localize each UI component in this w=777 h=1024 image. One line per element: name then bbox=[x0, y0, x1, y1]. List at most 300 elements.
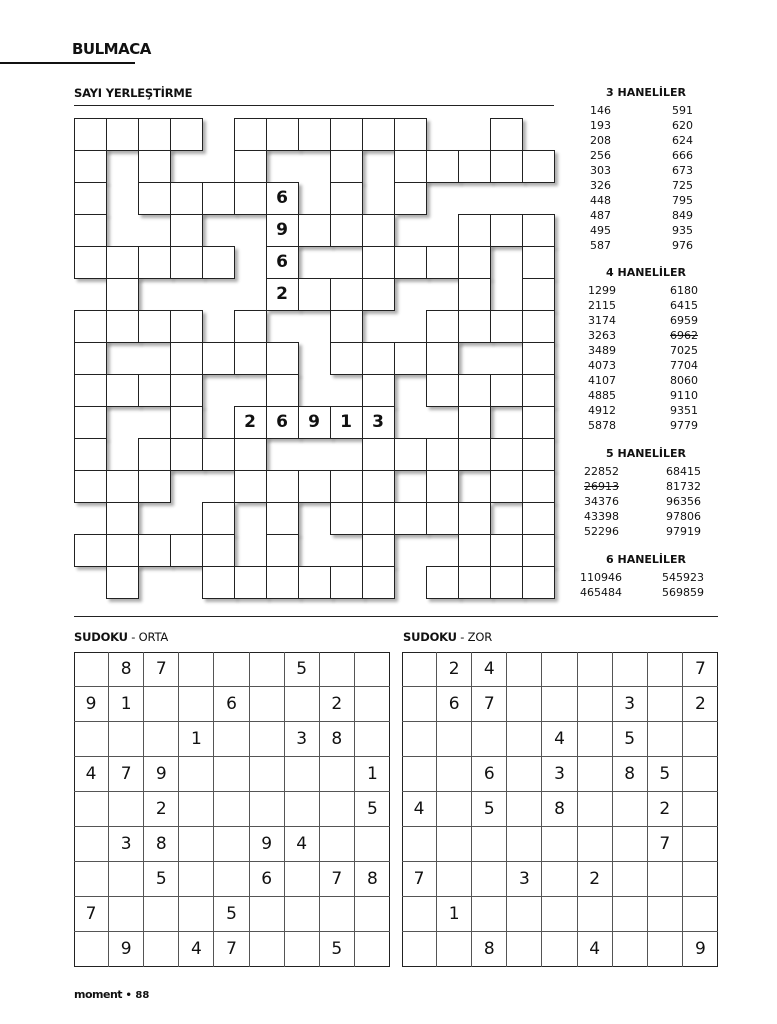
sudoku-cell[interactable]: 8 bbox=[542, 792, 577, 827]
fillin-cell[interactable] bbox=[522, 406, 555, 439]
fillin-cell[interactable] bbox=[490, 566, 523, 599]
sudoku-cell[interactable]: 3 bbox=[613, 687, 648, 722]
fillin-cell[interactable] bbox=[138, 182, 171, 215]
sudoku-cell[interactable] bbox=[683, 792, 718, 827]
sudoku-cell[interactable] bbox=[179, 792, 214, 827]
sudoku-cell[interactable] bbox=[507, 792, 542, 827]
sudoku-cell[interactable]: 9 bbox=[109, 932, 144, 967]
sudoku-cell[interactable] bbox=[542, 897, 577, 932]
sudoku-cell[interactable] bbox=[355, 897, 390, 932]
sudoku-cell[interactable]: 9 bbox=[144, 757, 179, 792]
fillin-cell[interactable] bbox=[170, 406, 203, 439]
sudoku-cell[interactable] bbox=[320, 792, 355, 827]
fillin-cell[interactable] bbox=[330, 566, 363, 599]
fillin-cell[interactable] bbox=[234, 310, 267, 343]
sudoku-cell[interactable] bbox=[109, 722, 144, 757]
sudoku-cell[interactable]: 5 bbox=[648, 757, 683, 792]
sudoku-cell[interactable]: 2 bbox=[320, 687, 355, 722]
sudoku-cell[interactable] bbox=[437, 827, 472, 862]
fillin-cell[interactable] bbox=[522, 374, 555, 407]
fillin-cell[interactable] bbox=[394, 118, 427, 151]
sudoku-cell[interactable] bbox=[402, 757, 437, 792]
fillin-cell[interactable] bbox=[74, 406, 107, 439]
sudoku-cell[interactable] bbox=[144, 897, 179, 932]
sudoku-cell[interactable] bbox=[613, 897, 648, 932]
fillin-cell[interactable] bbox=[138, 438, 171, 471]
sudoku-cell[interactable] bbox=[578, 722, 613, 757]
sudoku-cell[interactable]: 4 bbox=[285, 827, 320, 862]
sudoku-cell[interactable]: 3 bbox=[285, 722, 320, 757]
sudoku-cell[interactable] bbox=[402, 687, 437, 722]
fillin-cell[interactable] bbox=[394, 246, 427, 279]
sudoku-cell[interactable] bbox=[179, 652, 214, 687]
fillin-cell[interactable] bbox=[458, 150, 491, 183]
sudoku-cell[interactable]: 5 bbox=[214, 897, 249, 932]
fillin-cell[interactable] bbox=[266, 374, 299, 407]
sudoku-cell[interactable] bbox=[250, 792, 285, 827]
fillin-cell[interactable] bbox=[458, 214, 491, 247]
sudoku-cell[interactable] bbox=[542, 862, 577, 897]
fillin-cell[interactable] bbox=[426, 342, 459, 375]
sudoku-cell[interactable] bbox=[507, 722, 542, 757]
sudoku-cell[interactable] bbox=[542, 932, 577, 967]
sudoku-cell[interactable] bbox=[355, 652, 390, 687]
fillin-cell[interactable] bbox=[394, 342, 427, 375]
sudoku-cell[interactable]: 7 bbox=[144, 652, 179, 687]
fillin-cell[interactable] bbox=[106, 374, 139, 407]
sudoku-cell[interactable] bbox=[472, 897, 507, 932]
fillin-cell[interactable] bbox=[426, 438, 459, 471]
sudoku-cell[interactable] bbox=[437, 722, 472, 757]
sudoku-cell[interactable]: 2 bbox=[648, 792, 683, 827]
fillin-cell[interactable] bbox=[362, 470, 395, 503]
sudoku-cell[interactable] bbox=[507, 687, 542, 722]
fillin-cell[interactable] bbox=[522, 438, 555, 471]
sudoku-cell[interactable] bbox=[683, 897, 718, 932]
sudoku-cell[interactable]: 8 bbox=[144, 827, 179, 862]
sudoku-cell[interactable]: 2 bbox=[683, 687, 718, 722]
sudoku-cell[interactable]: 4 bbox=[179, 932, 214, 967]
fillin-cell[interactable] bbox=[202, 566, 235, 599]
sudoku-cell[interactable] bbox=[355, 722, 390, 757]
sudoku-cell[interactable] bbox=[250, 687, 285, 722]
sudoku-cell[interactable] bbox=[542, 687, 577, 722]
sudoku-cell[interactable] bbox=[578, 827, 613, 862]
fillin-cell[interactable] bbox=[362, 566, 395, 599]
fillin-cell[interactable] bbox=[522, 502, 555, 535]
fillin-cell[interactable] bbox=[138, 310, 171, 343]
fillin-cell[interactable] bbox=[170, 182, 203, 215]
sudoku-cell[interactable] bbox=[109, 792, 144, 827]
fillin-cell[interactable] bbox=[170, 534, 203, 567]
fillin-cell[interactable] bbox=[362, 342, 395, 375]
sudoku-cell[interactable]: 3 bbox=[507, 862, 542, 897]
fillin-cell[interactable] bbox=[202, 246, 235, 279]
sudoku-cell[interactable] bbox=[285, 932, 320, 967]
sudoku-cell[interactable] bbox=[74, 792, 109, 827]
fillin-cell[interactable] bbox=[74, 438, 107, 471]
fillin-cell[interactable] bbox=[426, 150, 459, 183]
fillin-cell[interactable] bbox=[330, 150, 363, 183]
sudoku-cell[interactable]: 2 bbox=[437, 652, 472, 687]
sudoku-cell[interactable]: 9 bbox=[74, 687, 109, 722]
sudoku-cell[interactable] bbox=[648, 687, 683, 722]
fillin-cell[interactable] bbox=[106, 470, 139, 503]
sudoku-cell[interactable] bbox=[507, 652, 542, 687]
sudoku-cell[interactable]: 7 bbox=[214, 932, 249, 967]
fillin-cell[interactable] bbox=[234, 438, 267, 471]
sudoku-cell[interactable]: 8 bbox=[355, 862, 390, 897]
sudoku-cell[interactable] bbox=[355, 687, 390, 722]
fillin-cell[interactable] bbox=[330, 182, 363, 215]
fillin-cell[interactable] bbox=[298, 214, 331, 247]
fillin-cell[interactable] bbox=[202, 182, 235, 215]
fillin-cell[interactable] bbox=[330, 310, 363, 343]
sudoku-cell[interactable]: 9 bbox=[695, 939, 706, 959]
sudoku-cell[interactable]: 8 bbox=[320, 722, 355, 757]
sudoku-cell[interactable] bbox=[578, 897, 613, 932]
fillin-cell[interactable] bbox=[458, 438, 491, 471]
fillin-cell[interactable] bbox=[362, 118, 395, 151]
fillin-cell[interactable] bbox=[522, 566, 555, 599]
sudoku-cell[interactable] bbox=[179, 897, 214, 932]
fillin-cell[interactable] bbox=[138, 246, 171, 279]
fillin-cell[interactable] bbox=[522, 246, 555, 279]
fillin-cell[interactable] bbox=[426, 374, 459, 407]
sudoku-cell[interactable]: 7 bbox=[320, 862, 355, 897]
fillin-cell[interactable] bbox=[106, 278, 139, 311]
sudoku-cell[interactable] bbox=[683, 862, 718, 897]
sudoku-cell[interactable] bbox=[472, 827, 507, 862]
fillin-cell[interactable] bbox=[490, 118, 523, 151]
fillin-cell[interactable] bbox=[426, 566, 459, 599]
fillin-cell[interactable] bbox=[522, 534, 555, 567]
fillin-cell[interactable] bbox=[394, 150, 427, 183]
sudoku-cell[interactable]: 2 bbox=[144, 792, 179, 827]
sudoku-cell[interactable] bbox=[402, 652, 437, 687]
fillin-cell[interactable] bbox=[266, 342, 299, 375]
fillin-cell[interactable] bbox=[234, 150, 267, 183]
sudoku-cell[interactable] bbox=[214, 722, 249, 757]
sudoku-cell[interactable] bbox=[613, 862, 648, 897]
fillin-cell[interactable] bbox=[74, 342, 107, 375]
fillin-cell[interactable] bbox=[74, 310, 107, 343]
fillin-cell[interactable] bbox=[362, 278, 395, 311]
fillin-cell[interactable] bbox=[490, 310, 523, 343]
sudoku-cell[interactable] bbox=[648, 862, 683, 897]
fillin-cell[interactable] bbox=[298, 278, 331, 311]
sudoku-cell[interactable] bbox=[214, 827, 249, 862]
fillin-cell[interactable] bbox=[202, 342, 235, 375]
sudoku-cell[interactable]: 8 bbox=[613, 757, 648, 792]
sudoku-cell[interactable]: 1 bbox=[109, 687, 144, 722]
fillin-cell[interactable] bbox=[394, 502, 427, 535]
sudoku-cell[interactable] bbox=[542, 652, 577, 687]
sudoku-cell[interactable]: 3 bbox=[109, 827, 144, 862]
sudoku-cell[interactable] bbox=[74, 827, 109, 862]
sudoku-cell[interactable]: 4 bbox=[542, 722, 577, 757]
sudoku-cell[interactable]: 8 bbox=[109, 652, 144, 687]
fillin-cell[interactable] bbox=[490, 150, 523, 183]
sudoku-cell[interactable] bbox=[214, 862, 249, 897]
sudoku-cell[interactable]: 5 bbox=[472, 792, 507, 827]
sudoku-cell[interactable]: 4 bbox=[74, 757, 109, 792]
fillin-cell[interactable] bbox=[426, 470, 459, 503]
fillin-cell[interactable] bbox=[266, 566, 299, 599]
sudoku-cell[interactable] bbox=[285, 897, 320, 932]
sudoku-cell[interactable] bbox=[74, 652, 109, 687]
fillin-cell[interactable] bbox=[234, 342, 267, 375]
fillin-cell[interactable] bbox=[426, 246, 459, 279]
sudoku-cell[interactable] bbox=[285, 862, 320, 897]
sudoku-cell[interactable]: 7 bbox=[109, 757, 144, 792]
fillin-cell[interactable] bbox=[394, 182, 427, 215]
sudoku-cell[interactable] bbox=[683, 757, 718, 792]
sudoku-cell[interactable] bbox=[613, 827, 648, 862]
fillin-cell[interactable] bbox=[522, 470, 555, 503]
fillin-cell[interactable] bbox=[74, 118, 107, 151]
fillin-cell[interactable] bbox=[74, 246, 107, 279]
fillin-cell[interactable] bbox=[138, 374, 171, 407]
sudoku-cell[interactable] bbox=[683, 827, 718, 862]
fillin-cell[interactable] bbox=[458, 566, 491, 599]
fillin-cell[interactable] bbox=[138, 150, 171, 183]
sudoku-cell[interactable] bbox=[109, 862, 144, 897]
fillin-cell[interactable] bbox=[106, 310, 139, 343]
fillin-cell[interactable] bbox=[202, 502, 235, 535]
fillin-cell[interactable] bbox=[362, 374, 395, 407]
sudoku-cell[interactable]: 6 bbox=[437, 687, 472, 722]
fillin-cell[interactable] bbox=[330, 214, 363, 247]
fillin-cell[interactable] bbox=[202, 438, 235, 471]
fillin-cell[interactable] bbox=[330, 118, 363, 151]
sudoku-cell[interactable] bbox=[214, 792, 249, 827]
sudoku-cell[interactable] bbox=[179, 827, 214, 862]
fillin-cell[interactable] bbox=[330, 470, 363, 503]
sudoku-cell[interactable] bbox=[320, 652, 355, 687]
fillin-cell[interactable] bbox=[266, 534, 299, 567]
list-number: 8060 bbox=[670, 374, 698, 387]
sudoku-cell[interactable] bbox=[402, 827, 437, 862]
sudoku-cell[interactable] bbox=[214, 757, 249, 792]
fillin-cell[interactable] bbox=[106, 502, 139, 535]
fillin-cell[interactable] bbox=[234, 182, 267, 215]
sudoku-cell[interactable] bbox=[250, 652, 285, 687]
sudoku-cell[interactable]: 7 bbox=[648, 827, 683, 862]
fillin-cell[interactable] bbox=[490, 534, 523, 567]
fillin-cell[interactable] bbox=[362, 214, 395, 247]
sudoku-cell[interactable] bbox=[355, 827, 390, 862]
sudoku-cell[interactable]: 2 bbox=[578, 862, 613, 897]
sudoku-cell[interactable] bbox=[613, 792, 648, 827]
fillin-cell[interactable] bbox=[170, 246, 203, 279]
fillin-cell[interactable] bbox=[106, 118, 139, 151]
sudoku-cell[interactable]: 7 bbox=[402, 862, 437, 897]
fillin-cell[interactable] bbox=[522, 214, 555, 247]
sudoku-cell[interactable] bbox=[437, 862, 472, 897]
sudoku-cell[interactable]: 6 bbox=[214, 687, 249, 722]
sudoku-cell[interactable] bbox=[250, 722, 285, 757]
sudoku-cell[interactable]: 6 bbox=[250, 862, 285, 897]
sudoku-cell[interactable] bbox=[578, 757, 613, 792]
fillin-cell[interactable] bbox=[234, 566, 267, 599]
sudoku-cell[interactable]: 7 bbox=[74, 897, 109, 932]
fillin-cell[interactable] bbox=[266, 502, 299, 535]
sudoku-cell[interactable] bbox=[578, 652, 613, 687]
sudoku-cell[interactable]: 5 bbox=[355, 792, 390, 827]
fillin-cell[interactable] bbox=[458, 534, 491, 567]
fillin-cell[interactable] bbox=[330, 502, 363, 535]
sudoku-cell[interactable] bbox=[250, 757, 285, 792]
sudoku-cell[interactable]: 8 bbox=[472, 932, 507, 967]
fillin-cell[interactable] bbox=[458, 278, 491, 311]
fillin-cell[interactable] bbox=[522, 342, 555, 375]
sudoku-cell[interactable] bbox=[613, 652, 648, 687]
sudoku-cell[interactable] bbox=[648, 897, 683, 932]
sudoku-cell[interactable]: 5 bbox=[285, 652, 320, 687]
sudoku-cell[interactable] bbox=[472, 862, 507, 897]
fillin-cell[interactable] bbox=[74, 470, 107, 503]
fillin-cell[interactable] bbox=[74, 534, 107, 567]
sudoku-cell[interactable] bbox=[144, 932, 179, 967]
sudoku-cell[interactable] bbox=[683, 722, 718, 757]
sudoku-cell[interactable] bbox=[74, 722, 109, 757]
fillin-cell[interactable] bbox=[138, 534, 171, 567]
sudoku-cell[interactable] bbox=[402, 722, 437, 757]
sudoku-cell[interactable]: 5 bbox=[320, 932, 355, 967]
fillin-cell[interactable] bbox=[170, 214, 203, 247]
fillin-cell[interactable] bbox=[298, 470, 331, 503]
sudoku-cell[interactable] bbox=[74, 862, 109, 897]
fillin-cell[interactable] bbox=[522, 150, 555, 183]
fillin-cell[interactable] bbox=[490, 214, 523, 247]
sudoku-cell[interactable] bbox=[507, 757, 542, 792]
fillin-cell[interactable] bbox=[74, 182, 107, 215]
sudoku-cell[interactable]: 1 bbox=[355, 757, 390, 792]
fillin-cell[interactable] bbox=[458, 246, 491, 279]
fillin-cell[interactable] bbox=[362, 246, 395, 279]
fillin-cell[interactable] bbox=[298, 566, 331, 599]
sudoku-cell[interactable]: 7 bbox=[472, 687, 507, 722]
sudoku-cell[interactable] bbox=[179, 757, 214, 792]
fillin-cell[interactable] bbox=[74, 214, 107, 247]
sudoku-cell[interactable] bbox=[285, 792, 320, 827]
sudoku-cell[interactable] bbox=[320, 827, 355, 862]
fillin-cell[interactable] bbox=[458, 502, 491, 535]
sudoku-cell[interactable] bbox=[402, 932, 437, 967]
sudoku-cell[interactable] bbox=[507, 932, 542, 967]
fillin-cell[interactable] bbox=[490, 438, 523, 471]
fillin-cell[interactable] bbox=[490, 470, 523, 503]
sudoku-cell[interactable] bbox=[179, 862, 214, 897]
sudoku-cell[interactable] bbox=[250, 897, 285, 932]
fillin-cell[interactable] bbox=[106, 534, 139, 567]
fillin-cell[interactable] bbox=[234, 470, 267, 503]
sudoku-cell[interactable] bbox=[472, 722, 507, 757]
fillin-cell[interactable] bbox=[330, 342, 363, 375]
sudoku-cell[interactable] bbox=[648, 722, 683, 757]
fillin-cell[interactable] bbox=[170, 438, 203, 471]
fillin-cell[interactable] bbox=[106, 246, 139, 279]
fillin-cell[interactable] bbox=[426, 310, 459, 343]
fillin-cell[interactable] bbox=[170, 118, 203, 151]
sudoku-cell[interactable]: 4 bbox=[578, 932, 613, 967]
sudoku-cell[interactable] bbox=[507, 897, 542, 932]
sudoku-cell[interactable]: 1 bbox=[437, 897, 472, 932]
fillin-cell[interactable] bbox=[522, 310, 555, 343]
sudoku-cell[interactable] bbox=[214, 652, 249, 687]
sudoku-cell[interactable] bbox=[285, 757, 320, 792]
sudoku-cell[interactable]: 7 bbox=[683, 652, 718, 687]
fillin-cell[interactable] bbox=[202, 534, 235, 567]
sudoku-cell[interactable] bbox=[648, 932, 683, 967]
fillin-cell[interactable] bbox=[522, 278, 555, 311]
sudoku-cell[interactable]: 5 bbox=[613, 722, 648, 757]
fillin-cell[interactable] bbox=[234, 118, 267, 151]
fillin-cell[interactable] bbox=[298, 118, 331, 151]
fillin-cell[interactable] bbox=[394, 438, 427, 471]
sudoku-cell[interactable] bbox=[144, 687, 179, 722]
sudoku-cell[interactable]: 1 bbox=[179, 722, 214, 757]
sudoku-cell[interactable] bbox=[109, 897, 144, 932]
fillin-cell[interactable] bbox=[138, 118, 171, 151]
fillin-cell[interactable] bbox=[362, 438, 395, 471]
sudoku-cell[interactable] bbox=[285, 687, 320, 722]
fillin-cell[interactable] bbox=[74, 150, 107, 183]
fillin-cell[interactable] bbox=[138, 470, 171, 503]
sudoku-cell[interactable] bbox=[250, 932, 285, 967]
sudoku-cell[interactable] bbox=[402, 897, 437, 932]
sudoku-cell[interactable]: 3 bbox=[542, 757, 577, 792]
sudoku-cell[interactable] bbox=[179, 687, 214, 722]
sudoku-cell[interactable]: 5 bbox=[144, 862, 179, 897]
sudoku-cell[interactable]: 6 bbox=[472, 757, 507, 792]
fillin-cell[interactable] bbox=[490, 374, 523, 407]
fillin-cell[interactable] bbox=[362, 534, 395, 567]
fillin-cell[interactable] bbox=[458, 374, 491, 407]
fillin-cell[interactable] bbox=[458, 406, 491, 439]
sudoku-cell[interactable] bbox=[648, 652, 683, 687]
sudoku-cell[interactable] bbox=[613, 932, 648, 967]
sudoku-cell[interactable] bbox=[437, 932, 472, 967]
sudoku-cell[interactable] bbox=[320, 757, 355, 792]
fillin-cell[interactable] bbox=[330, 278, 363, 311]
fillin-cell[interactable] bbox=[170, 342, 203, 375]
sudoku-cell[interactable] bbox=[437, 757, 472, 792]
fillin-cell[interactable] bbox=[74, 374, 107, 407]
fillin-cell[interactable] bbox=[458, 310, 491, 343]
fillin-cell[interactable] bbox=[426, 502, 459, 535]
sudoku-cell[interactable] bbox=[144, 722, 179, 757]
fillin-cell[interactable] bbox=[266, 470, 299, 503]
sudoku-cell[interactable] bbox=[578, 687, 613, 722]
sudoku-cell[interactable] bbox=[437, 792, 472, 827]
sudoku-cell[interactable]: 9 bbox=[250, 827, 285, 862]
sudoku-cell[interactable] bbox=[320, 897, 355, 932]
sudoku-cell[interactable] bbox=[355, 932, 390, 967]
sudoku-cell[interactable]: 4 bbox=[402, 792, 437, 827]
fillin-cell[interactable] bbox=[106, 566, 139, 599]
sudoku-cell[interactable]: 4 bbox=[472, 652, 507, 687]
sudoku-cell[interactable] bbox=[578, 792, 613, 827]
sudoku-cell[interactable] bbox=[507, 827, 542, 862]
sudoku-cell[interactable] bbox=[542, 827, 577, 862]
fillin-cell[interactable] bbox=[170, 374, 203, 407]
fillin-cell[interactable] bbox=[362, 502, 395, 535]
sudoku-cell[interactable] bbox=[74, 932, 109, 967]
fillin-cell[interactable] bbox=[170, 310, 203, 343]
fillin-cell[interactable] bbox=[266, 118, 299, 151]
